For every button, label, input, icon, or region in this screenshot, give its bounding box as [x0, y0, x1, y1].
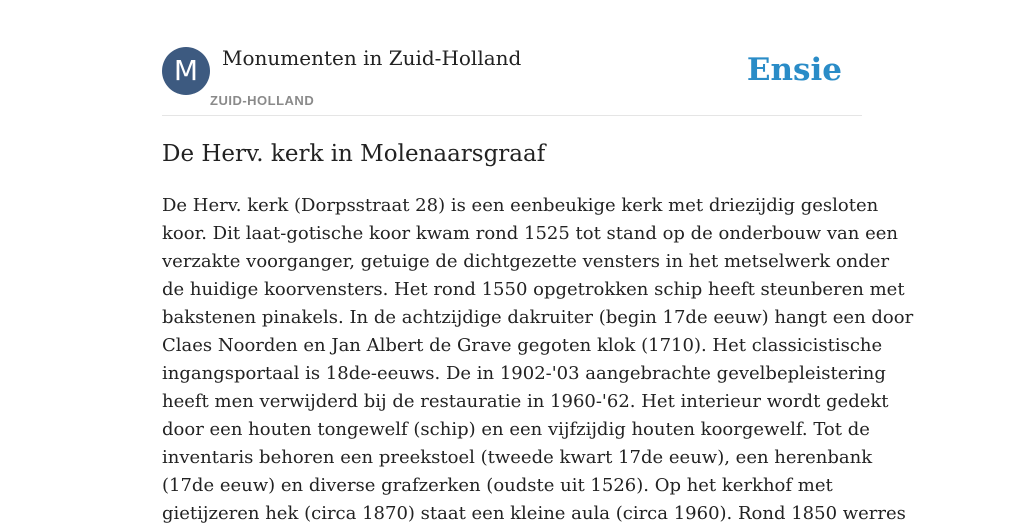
header-divider — [162, 115, 862, 116]
body-line: Claes Noorden en Jan Albert de Grave gegoten klok (1710). Het classicistische — [162, 335, 883, 356]
body-line: door een houten tongewelf (schip) en een vijfzijdig houten koorgewelf. Tot de — [162, 419, 870, 440]
body-line: inventaris behoren een preekstoel (tweede kwart 17de eeuw), een herenbank — [162, 447, 873, 468]
avatar[interactable]: M — [162, 47, 210, 95]
body-line: (17de eeuw) en diverse grafzerken (oudste uit 1526). Op het kerkhof met — [162, 475, 833, 496]
body-line: De Herv. kerk (Dorpsstraat 28) is een eenbeukige kerk met driezijdig gesloten — [162, 195, 879, 216]
body-line: heeft men verwijderd bij de restauratie in 1960-'62. Het interieur wordt gedekt — [162, 391, 889, 412]
source-title-link[interactable]: Monumenten in Zuid-Holland — [222, 46, 522, 70]
article-title: De Herv. kerk in Molenaarsgraaf — [162, 141, 546, 167]
body-line: gietijzeren hek (circa 1870) staat een kleine aula (circa 1960). Rond 1850 werres — [162, 503, 906, 524]
brand-logo[interactable]: Ensie — [746, 52, 842, 88]
body-line: verzakte voorganger, getuige de dichtgezette vensters in het metselwerk onder — [162, 251, 890, 272]
body-line: ingangsportaal is 18de-eeuws. De in 1902-'03 aangebrachte gevelbepleistering — [162, 363, 886, 384]
article-body — [162, 192, 914, 528]
body-line: koor. Dit laat-gotische koor kwam rond 1525 tot stand op de onderbouw van een — [162, 223, 898, 244]
body-line: de huidige koorvensters. Het rond 1550 opgetrokken schip heeft steunberen met — [162, 279, 905, 300]
source-tag-link[interactable]: ZUID-HOLLAND — [210, 93, 315, 108]
body-line: bakstenen pinakels. In de achtzijdige dakruiter (begin 17de eeuw) hangt een door — [162, 307, 914, 328]
